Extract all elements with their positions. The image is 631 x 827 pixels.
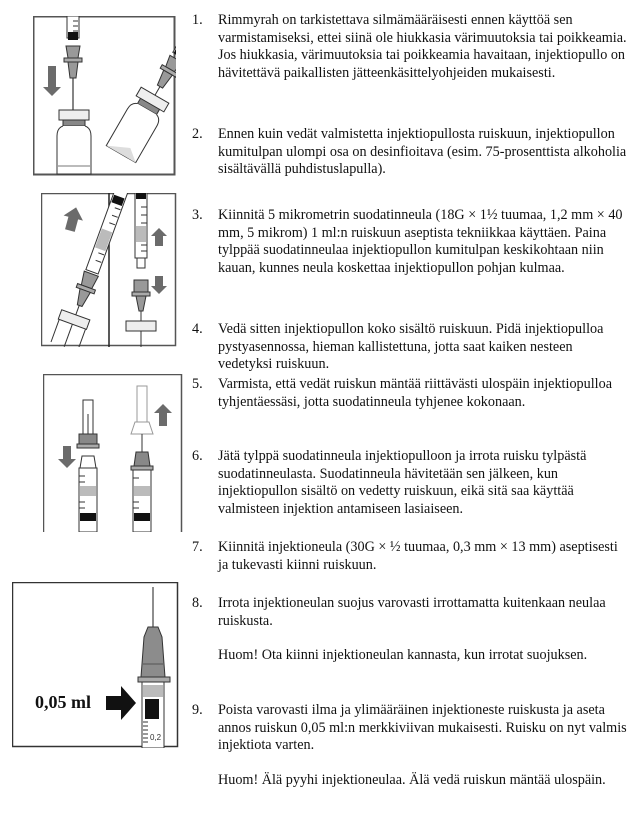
step-text: Varmista, että vedät ruiskun mäntää riittävästi ulospäin injektiopulloa tyhjentäessäsi, jotta suodatinneula tyhjenee kokonaan. bbox=[218, 376, 612, 410]
step-note: Huom! Ota kiinni injektioneulan kannasta, kun irrotat suojuksen. bbox=[218, 647, 588, 664]
step-6 bbox=[192, 448, 627, 518]
step-1 bbox=[192, 12, 627, 82]
step-text: Rimmyrah on tarkistettava silmämääräisesti ennen käyttöä sen varmistamiseksi, ettei siinä ole hiukkasia värimuutoksia tai poikkeamia. Jos hiukkasia, värimuutoksia tai poikkeamia havaitaan, injektiopullo on hävitettävä paikallisten jätteenkäsittelyohjeiden mukaisesti. bbox=[218, 12, 627, 81]
step-number: 8. bbox=[192, 595, 203, 611]
syringe-icon bbox=[131, 452, 153, 532]
step-text: Jätä tylppä suodatinneula injektiopulloon ja irrota ruisku tylpästä suodatinneulasta. Suodatinneula hävitetään sen jälkeen, kun injektiopullon sisältö on vedetty ruiskuun, eikä sitä saa käyttää valmisteen injektion antamiseen lasiaiseen. bbox=[218, 448, 587, 517]
figure-4-dose-setting bbox=[12, 582, 179, 748]
step-number: 2. bbox=[192, 126, 203, 142]
step-9 bbox=[192, 702, 627, 789]
needle-attach-illustration bbox=[43, 374, 183, 532]
step-7 bbox=[192, 539, 627, 574]
dose-syringe-illustration bbox=[12, 582, 179, 748]
step-4 bbox=[192, 321, 627, 374]
step-text: Vedä sitten injektiopullon koko sisältö ruiskuun. Pidä injektiopulloa pystyasennossa, hieman kallistettuna, jotta saat kaiken nesteen vedetyksi ruiskuun. bbox=[218, 321, 604, 373]
step-text: Ennen kuin vedät valmistetta injektiopullosta ruiskuun, injektiopullon kumitulpan ulompi osa on desinfioitava (esim. 75-prosenttista alkoholia sisältävällä puhdistuslapulla). bbox=[218, 126, 627, 178]
step-text: Irrota injektioneulan suojus varovasti irrottamatta kuitenkaan neulaa ruiskusta. bbox=[218, 595, 606, 629]
detached-syringe-icon bbox=[135, 193, 147, 268]
withdraw-illustration bbox=[41, 193, 177, 347]
step-text: Poista varovasti ilma ja ylimääräinen injektioneste ruiskusta ja aseta annos ruiskun 0,05 ml:n merkkiviivan mukaisesti. Ruisku on nyt valmis injektiota varten. bbox=[218, 702, 627, 754]
figure-1-vial-insertion bbox=[33, 16, 176, 176]
step-number: 9. bbox=[192, 702, 203, 718]
figure-2-withdraw-detach bbox=[41, 193, 177, 347]
vial-icon bbox=[57, 110, 91, 174]
dose-label: 0,05 ml bbox=[35, 692, 91, 712]
step-3 bbox=[192, 207, 627, 277]
needle-hub-icon bbox=[141, 627, 165, 677]
step-note: Huom! Älä pyyhi injektioneulaa. Älä vedä ruiskun mäntää ulospäin. bbox=[218, 771, 606, 788]
step-2 bbox=[192, 126, 627, 179]
step-number: 5. bbox=[192, 376, 203, 392]
svg-text:0,2: 0,2 bbox=[150, 733, 162, 742]
step-8 bbox=[192, 595, 627, 665]
plunger-icon bbox=[145, 699, 159, 719]
step-number: 4. bbox=[192, 321, 203, 337]
syringe-vial-illustration bbox=[33, 16, 176, 176]
step-text: Kiinnitä injektioneula (30G × ½ tuumaa, 0,3 mm × 13 mm) aseptisesti ja tukevasti kiinni ruiskuun. bbox=[218, 539, 618, 573]
figure-3-attach-needle bbox=[43, 374, 183, 532]
step-number: 3. bbox=[192, 207, 203, 223]
step-number: 6. bbox=[192, 448, 203, 464]
step-number: 7. bbox=[192, 539, 203, 555]
step-number: 1. bbox=[192, 12, 203, 28]
step-5 bbox=[192, 376, 627, 411]
step-text: Kiinnitä 5 mikrometrin suodatinneula (18G × 1½ tuumaa, 1,2 mm × 40 mm, 5 mikrom) 1 ml:n ruiskuun aseptista tekniikkaa käyttäen. Paina tylppää suodatinneulaa injektiopullon kumitulpan keskikohtaan niin kauan, kunnes neula koskettaa injektiopullon pohjan kulmaa. bbox=[218, 207, 623, 276]
